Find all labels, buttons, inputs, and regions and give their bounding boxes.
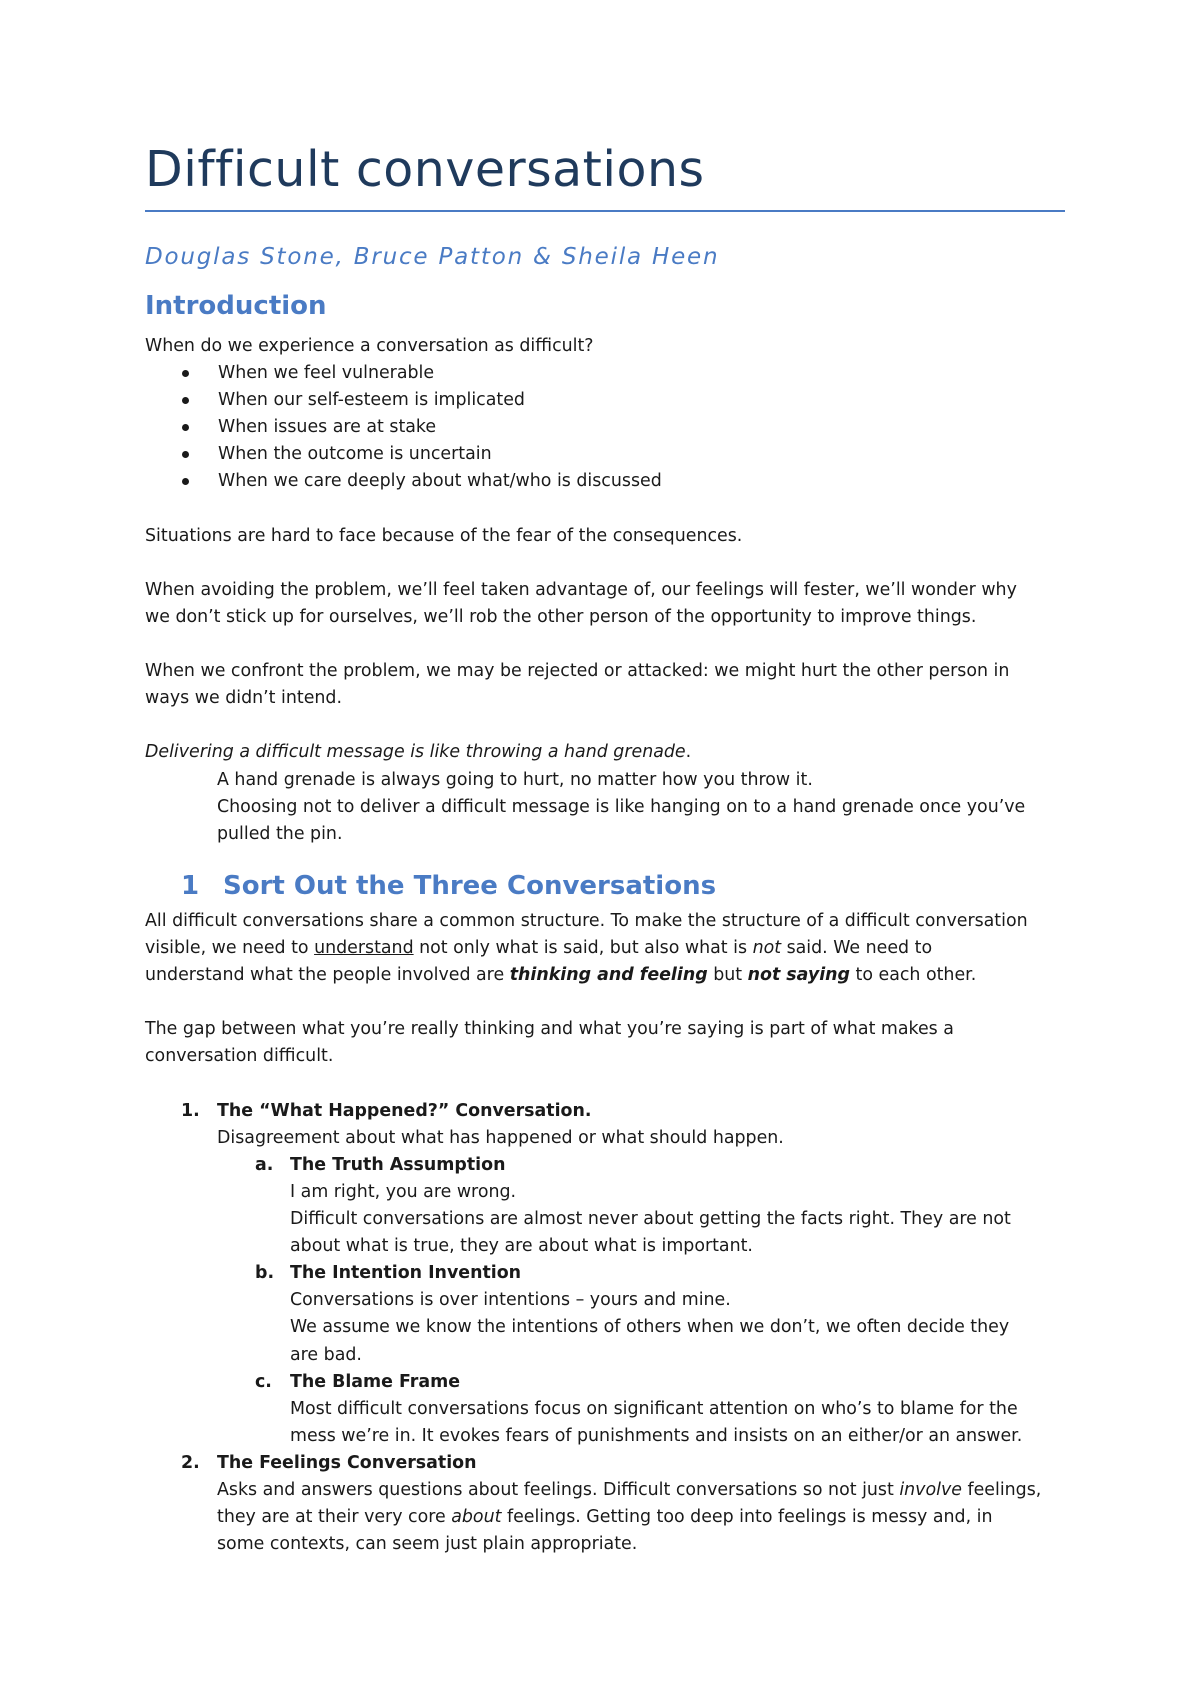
list-item: When the outcome is uncertain <box>145 441 1065 468</box>
section-title: Sort Out the Three Conversations <box>223 871 717 901</box>
list-item: When we care deeply about what/who is discussed <box>145 468 1065 495</box>
bullet-icon <box>182 370 189 377</box>
item-title: The “What Happened?” Conversation. <box>217 1100 592 1121</box>
section-1-paragraph-gap: The gap between what you’re really thinking and what you’re saying is part of what makes a conversation difficult. <box>145 1019 954 1067</box>
bullet-icon <box>182 478 189 485</box>
intro-question: When do we experience a conversation as difficult? <box>145 336 594 356</box>
list-item: When issues are at stake <box>145 414 1065 441</box>
document-title: Difficult conversations <box>145 141 705 198</box>
grenade-sub-2: Choosing not to deliver a difficult message is like hanging on to a hand grenade once you’ve pulled the pin. <box>217 796 1026 844</box>
list-item: When our self-esteem is implicated <box>145 387 1065 414</box>
section-1-body <box>145 908 1065 1558</box>
list-item-feelings: 2. The Feelings Conversation Asks and answers questions about feelings. Difficult conversations so not just involve feelings, they are at their very core about feelings. Getting too deep into feelings is messy and, in some contexts, can seem just plain appropriate. <box>145 1450 1065 1558</box>
item-description: Disagreement about what has happened or what should happen. <box>217 1127 784 1148</box>
grenade-sub-1: A hand grenade is always going to hurt, no matter how you throw it. <box>217 769 813 790</box>
bullet-icon <box>182 424 189 431</box>
sub-item-blame-frame: c. The Blame Frame Most difficult conversations focus on significant attention on who’s to blame for the mess we’re in. It evokes fears of punishments and insists on an either/or an answer. <box>255 1371 1023 1446</box>
section-1-paragraph-structure: All difficult conversations share a common structure. To make the structure of a difficult conversation visible, we need to understand not only what is said, but also what is not said. We need to understand what the people involved are thinking and feeling but not saying to each other. <box>145 911 1028 986</box>
intro-paragraph-fear: Situations are hard to face because of the fear of the consequences. <box>145 525 743 546</box>
grenade-quote: Delivering a difficult message is like throwing a hand grenade. <box>145 742 692 763</box>
document-body <box>145 333 1065 848</box>
intro-paragraph-confront: When we confront the problem, we may be rejected or attacked: we might hurt the other person in ways we didn’t intend. <box>145 661 1010 709</box>
sub-item-truth-assumption: a. The Truth Assumption I am right, you are wrong. Difficult conversations are almost never about getting the facts right. They are not about what is true, they are about what is important. <box>255 1154 1011 1257</box>
vulnerability-list <box>145 360 1065 495</box>
section-number: 1 <box>181 871 200 901</box>
sub-item-intention-invention: b. The Intention Invention Conversations is over intentions – yours and mine. We assume we know the intentions of others when we don’t, we often decide they are bad. <box>255 1263 1010 1365</box>
list-item-what-happened: 1. The “What Happened?” Conversation. Disagreement about what has happened or what should happen. <box>145 1098 1065 1152</box>
authors-subtitle: Douglas Stone, Bruce Patton & Sheila Heen <box>145 244 720 270</box>
item-title: The Feelings Conversation <box>217 1452 477 1473</box>
bullet-icon <box>182 451 189 458</box>
introduction-heading: Introduction <box>145 291 327 321</box>
intro-paragraph-avoiding: When avoiding the problem, we’ll feel taken advantage of, our feelings will fester, we’ll wonder why we don’t stick up for ourselves, we’ll rob the other person of the opportunity to improve things. <box>145 579 1017 627</box>
bullet-icon <box>182 397 189 404</box>
title-underline <box>145 210 1065 212</box>
list-item: When we feel vulnerable <box>145 360 1065 387</box>
section-1-heading <box>145 870 716 902</box>
